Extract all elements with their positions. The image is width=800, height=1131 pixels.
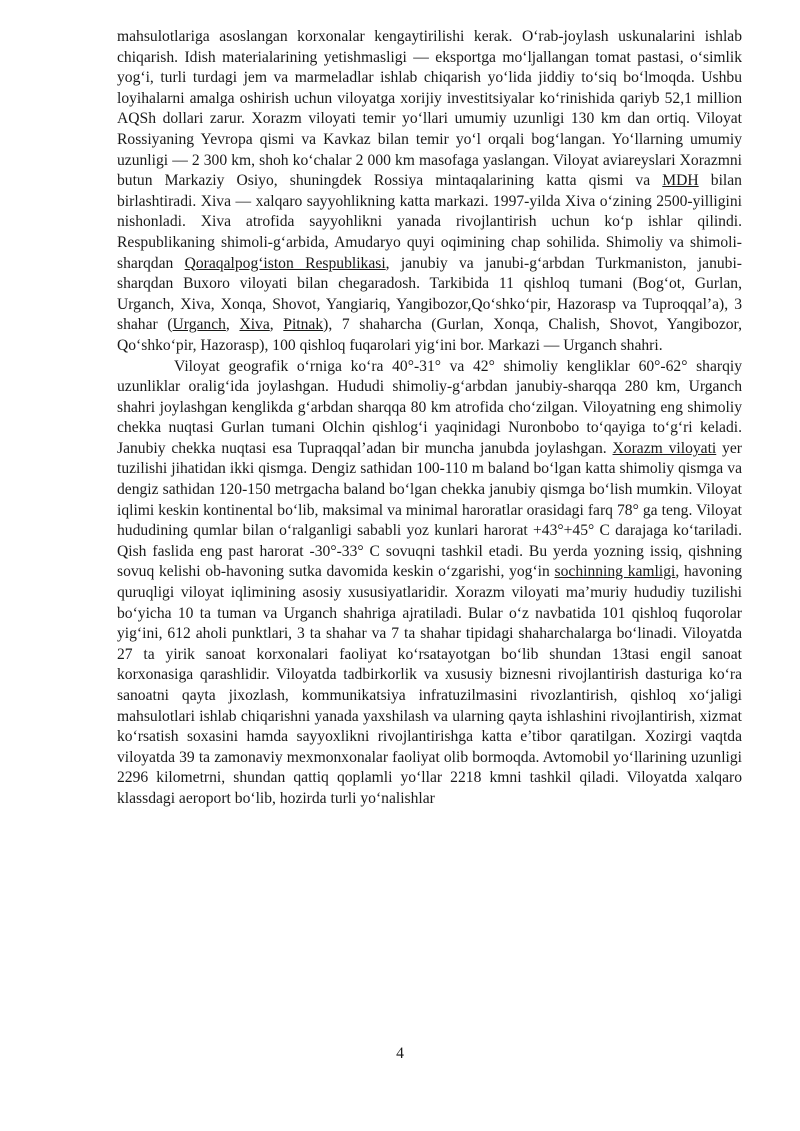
link-pitnak[interactable]: Pitnak	[283, 316, 324, 334]
link-xorazm-viloyati[interactable]: Xorazm viloyati	[612, 439, 717, 457]
link-mdh[interactable]: MDH	[662, 172, 699, 190]
text-run: mahsulotlariga asoslangan korxonalar kengaytirilishi kerak. O‘rab-joylash uskunalarini ishlab chiqarish. Idish materialarining yetishmasligi — eksportga mo‘ljallangan tomat pastasi, o‘simlik yog‘i, turli turdagi jem va marmeladlar ishlab chiqarish yo‘lida jiddiy to‘siq bo‘lmoqda. Ushbu loyihalarni amalga oshirish uchun viloyatga xorijiy investitsiyalar ko‘rinishida qariyb 52,1 million AQSh dollari zarur. Xorazm viloyati temir yo‘llari umumiy uzunligi 130 km dan ortiq. Viloyat Rossiyaning Yevropa qismi va Kavkaz bilan temir yo‘l orqali bog‘langan. Yo‘llarning umumiy uzunligi — 2 300 km, shoh ko‘chalar 2 000 km masofaga yaslangan. Viloyat aviareyslari Xorazmni butun Markaziy Osiyo, shuningdek Rossiya mintaqalarining katta qismi va	[117, 28, 742, 190]
link-sochinning-kamligi[interactable]: sochinning kamligi	[554, 563, 676, 581]
text-run: , janubiy va janubi-g‘arbdan Turkmaniston, janubi-sharqdan Buxoro viloyati bilan chegaradosh. Tarkibida 11 qishloq tumani (Bog‘ot, Gurlan, Urganch, Xiva, Xonqa, Shovot, Yangiariq, Yangibozor,Qo‘shko‘pir, Hazorasp va Tuproqqal’a), 3 shahar (	[117, 254, 742, 334]
text-run: ), 7 shaharcha (Gurlan, Xonqa, Chalish, Shovot, Yangibozor, Qo‘shko‘pir, Hazorasp), 100 qishloq fuqarolari yig‘ini bor. Markazi — Urganch shahri.	[117, 316, 743, 354]
link-xiva[interactable]: Xiva	[239, 316, 270, 334]
text-run: ,	[269, 316, 284, 334]
text-run: Viloyat geografik o‘rniga ko‘ra 40°-31° va 42° shimoliy kengliklar 60°-62° sharqiy uzunliklar oralig‘ida joylashgan. Hududi shimoliy-g‘arbdan janubiy-sharqqa 280 km, Urganch shahri joylashgan kenglikda g‘arbdan sharqqa 80 km atrofida cho‘zilgan. Viloyatning eng shimoliy chekka nuqtasi Gurlan tumani Olchin qishlog‘i yaqinidagi Nuronbobo to‘qayiga to‘g‘ri keladi. Janubiy chekka nuqtasi esa Tupraqqal’adan bir muncha janubda joylashgan.	[117, 357, 742, 457]
page-number: 4	[396, 1045, 404, 1062]
text-run: , havoning quruqligi viloyat iqlimining asosiy xususiyatlaridir. Xorazm viloyati ma’muriy hududiy tuzilishi bo‘yicha 10 ta tuman va Urganch shahriga ajratiladi. Bular o‘z navbatida 101 qishloq fuqorolar yig‘ini, 612 aholi punktlari, 3 ta shahar va 7 ta shahar tipidagi shaharchalarga bo‘linadi. Viloyatda 27 ta yirik sanoat korxonalari faoliyat ko‘rsatayotgan bo‘lib shundan 13tasi engil sanoat korxonasiga qarashlidir. Viloyatda tadbirkorlik va xususiy biznesni rivojlantirish dasturiga ko‘ra sanoatni qayta jixozlash, kommunikatsiya infratuzilmasini rivozlantirish, qishloq xo‘jaligi mahsulotlari ishlab chiqarishni yanada yaxshilash va ularning qayta ishlashini rivojlantirish, xizmat ko‘rsatish soxasini hamda sayyoxlikni rivojlantirishga katta e’tibor qaratilgan. Xozirgi vaqtda viloyatda 39 ta zamonaviy mexmonxonalar faoliyat olib bormoqda. Avtomobil yo‘llarining uzunligi 2296 kilometrni, shundan qattiq qoplamli yo‘llar 2218 kmni tashkil qiladi. Viloyatda xalqaro klassdagi aeroport bo‘lib, hozirda turli yo‘nalishlar	[117, 563, 742, 807]
text-run: bilan birlashtiradi. Xiva — xalqaro sayyohlikning katta markazi. 1997-yilda Xiva o‘zining 2500-yilligini nishonladi. Xiva atrofida sayyohlikni yanada rivojlantirish uchun ko‘p ishlar qilindi. Respublikaning shimoli-g‘arbida, Amudaryo quyi oqimining chap sohilida. Shimoliy va shimoli-sharqdan	[117, 172, 742, 272]
text-run: ,	[225, 316, 240, 334]
link-urganch[interactable]: Urganch	[172, 316, 226, 334]
text-run: yer tuzilishi jihatidan ikki qismga. Dengiz sathidan 100-110 m baland bo‘lgan katta shimoliy qismga va dengiz sathidan 120-150 metrgacha baland bo‘lgan chekka janubiy qismga bo‘lish mumkin. Viloyat iqlimi keskin kontinental bo‘lib, maksimal va minimal haroratlar orasidagi farq 78° ga teng. Viloyat hududining qumlar bilan o‘ralganligi sababli yoz kunlari harorat +43°+45° C darajaga ko‘tariladi. Qish faslida eng past harorat -30°-33° C sovuqni tashkil etadi. Bu yerda yozning issiq, qishning sovuq kelishi ob-havoning sutka davomida keskin o‘zgarishi, yog‘in	[117, 439, 742, 581]
paragraph-transport	[117, 27, 742, 357]
paragraph-geography	[117, 357, 742, 810]
document-page	[117, 27, 742, 810]
link-qoraqalpogiston[interactable]: Qoraqalpog‘iston Respublikasi	[184, 254, 386, 272]
